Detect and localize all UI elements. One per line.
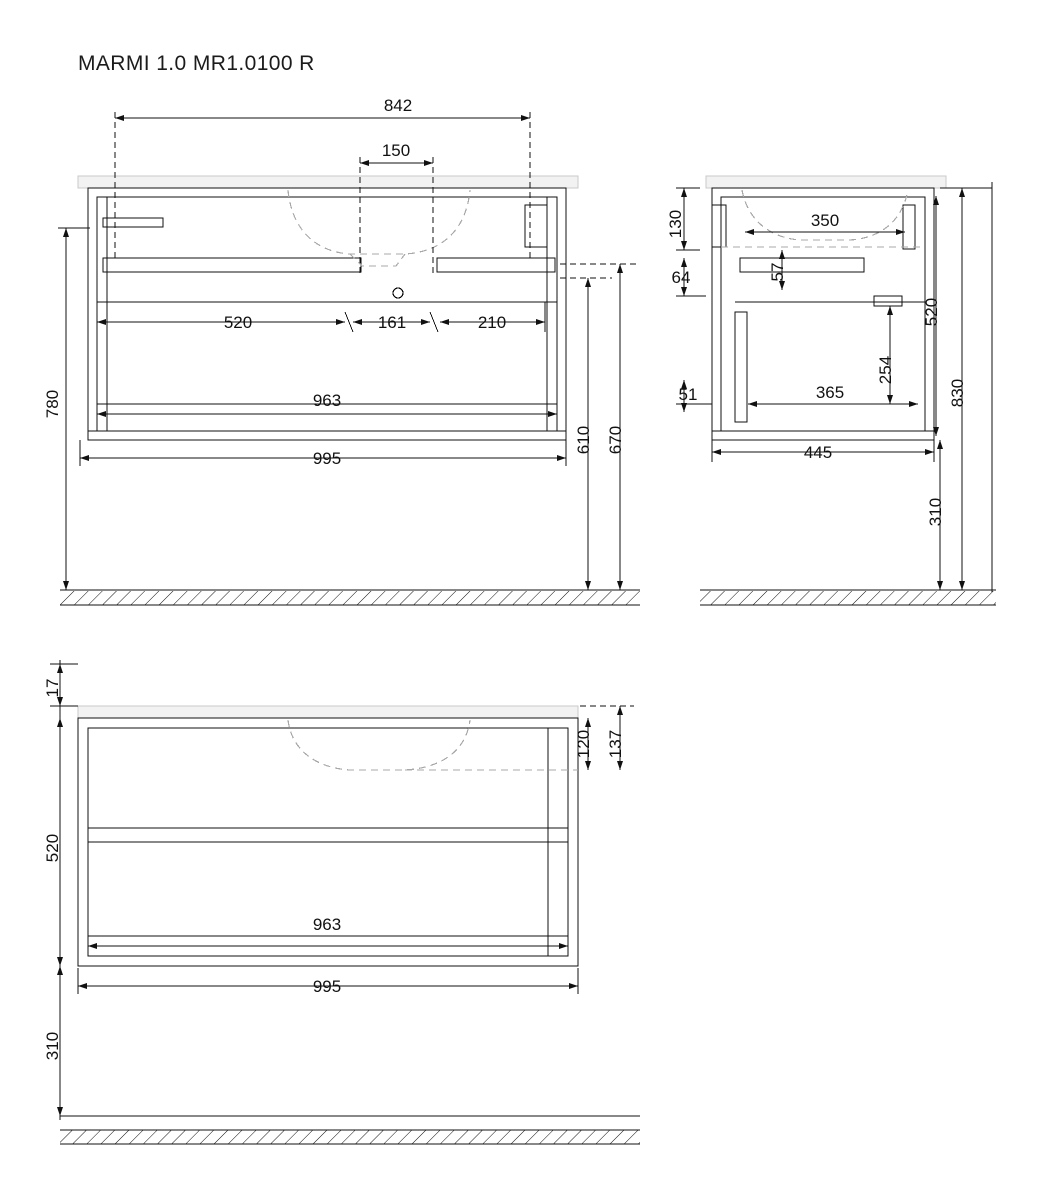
- dim-310-side: 310: [926, 497, 945, 527]
- bottom-front-view-dimensions: [50, 660, 640, 1144]
- dim-51: 51: [678, 385, 698, 404]
- dim-210: 210: [477, 313, 507, 332]
- dim-130: 130: [666, 209, 685, 239]
- dim-610: 610: [574, 425, 593, 455]
- dim-137: 137: [606, 729, 625, 759]
- dim-57: 57: [768, 262, 787, 282]
- dim-365: 365: [815, 383, 845, 402]
- page-title: MARMI 1.0 MR1.0100 R: [78, 52, 315, 75]
- dim-161: 161: [377, 313, 407, 332]
- dim-445: 445: [803, 443, 833, 462]
- dim-150: 150: [381, 141, 411, 160]
- dim-963-front: 963: [312, 391, 342, 410]
- dim-670: 670: [606, 425, 625, 455]
- dim-995-bottom: 995: [312, 977, 342, 996]
- dim-520: 520: [223, 313, 253, 332]
- dim-17: 17: [43, 678, 62, 698]
- dimension-labels: [43, 96, 967, 1060]
- dim-64: 64: [671, 268, 691, 287]
- dim-780: 780: [43, 389, 62, 419]
- dim-120: 120: [574, 729, 593, 759]
- dim-254: 254: [876, 355, 895, 385]
- dim-830: 830: [948, 378, 967, 408]
- dim-350: 350: [810, 211, 840, 230]
- dim-520-bottom: 520: [43, 833, 62, 863]
- dim-842: 842: [383, 96, 413, 115]
- dim-963-bottom: 963: [312, 915, 342, 934]
- dim-995-front: 995: [312, 449, 342, 468]
- dim-520-side: 520: [922, 297, 941, 327]
- dim-310-bottom: 310: [43, 1031, 62, 1061]
